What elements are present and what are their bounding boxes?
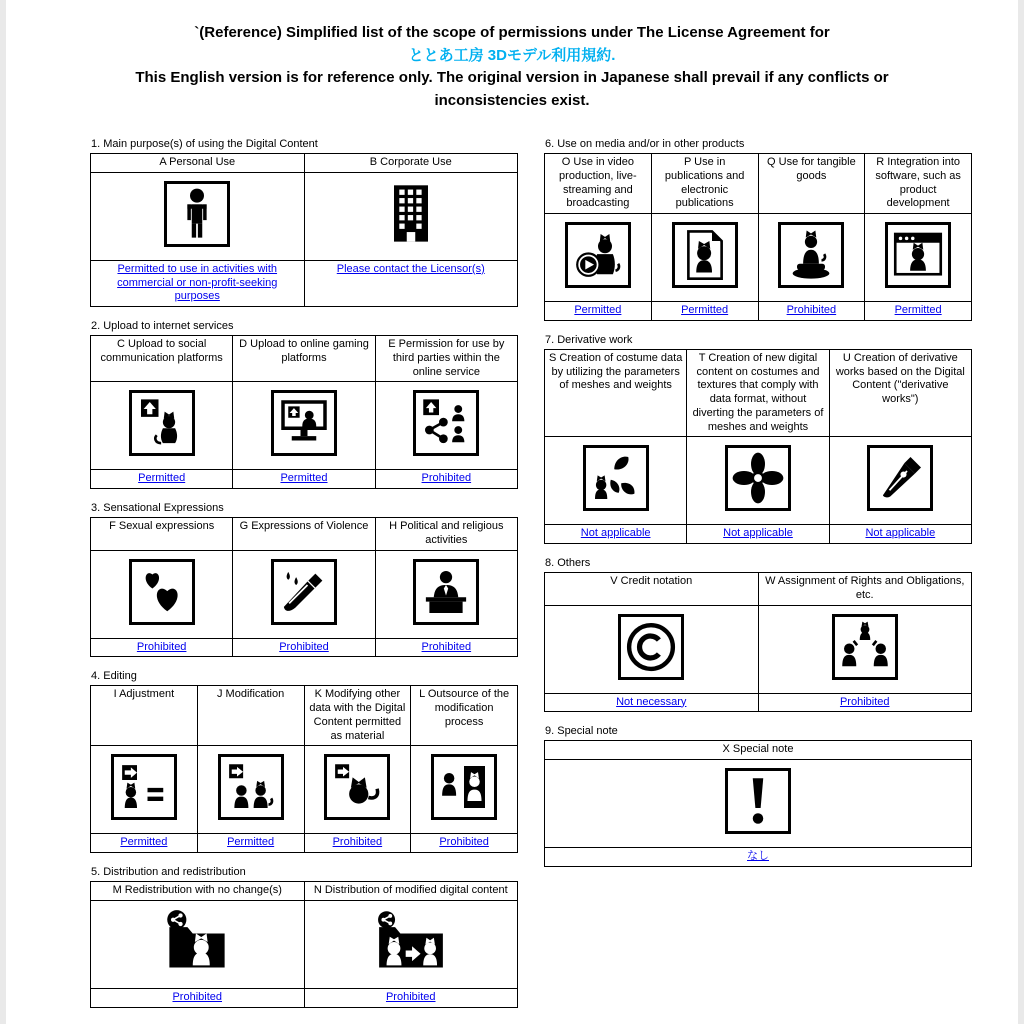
status-row — [91, 260, 518, 306]
distribution-table — [90, 881, 518, 1008]
cell-D-header: D Upload to online gaming platforms — [233, 336, 375, 382]
others-table — [544, 572, 972, 712]
cell-N-status-link[interactable]: Prohibited — [385, 990, 436, 1003]
cell-H-header: H Political and religious activities — [375, 518, 517, 551]
cell-F-icon-cell — [91, 550, 233, 638]
cell-U-header: U Creation of derivative works based on the Digital Content ("derivative works") — [829, 349, 971, 437]
cell-F-status-link[interactable]: Prohibited — [136, 640, 187, 653]
cell-K-status-link[interactable]: Prohibited — [332, 836, 383, 849]
cell-J-icon-cell — [197, 746, 304, 834]
cell-V-status-link[interactable]: Not necessary — [616, 695, 687, 708]
person-icon — [164, 181, 230, 247]
section-media-products — [544, 138, 972, 321]
cell-I-header: I Adjustment — [91, 686, 198, 746]
cell-A-status-link[interactable]: Permitted to use in activities with commercial or non-profit-seeking purposes — [117, 262, 278, 303]
cell-S-status — [545, 525, 687, 544]
upload-social-icon — [129, 390, 195, 456]
cell-P-status — [651, 302, 758, 321]
cell-N-status — [304, 988, 518, 1007]
header-row — [91, 336, 518, 382]
cell-X-status — [545, 848, 972, 867]
section-special-note — [544, 725, 972, 867]
figurine-icon — [778, 222, 844, 288]
cell-E-header: E Permission for use by third parties within the online service — [375, 336, 517, 382]
cell-E-status — [375, 470, 517, 489]
section-upload — [90, 320, 518, 489]
cell-O-header: O Use in video production, live-streaming and broadcasting — [545, 154, 652, 214]
icon-row — [91, 746, 518, 834]
cell-E-icon-cell — [375, 382, 517, 470]
cell-J-header: J Modification — [197, 686, 304, 746]
costume-new-icon — [725, 445, 791, 511]
cell-F-header: F Sexual expressions — [91, 518, 233, 551]
cell-A-icon-cell — [91, 172, 305, 260]
cell-C-status-link[interactable]: Permitted — [138, 472, 186, 485]
cell-B-header: B Corporate Use — [304, 154, 518, 173]
cell-V-header: V Credit notation — [545, 573, 759, 606]
assignment-icon — [832, 614, 898, 680]
cell-P-header: P Use in publications and electronic publications — [651, 154, 758, 214]
special-note-table — [544, 740, 972, 867]
section-title: 9. Special note — [545, 725, 618, 738]
section-title: 3. Sensational Expressions — [91, 502, 224, 514]
title-line-3: This English version is for reference only. The original version in Japanese shall prevail if any conflicts or inconsistencies exist. — [135, 69, 889, 109]
cell-M-header: M Redistribution with no change(s) — [91, 882, 305, 901]
modify-icon — [218, 754, 284, 820]
cell-J-status-link[interactable]: Permitted — [227, 836, 275, 849]
status-row — [545, 693, 972, 712]
header-row — [91, 686, 518, 746]
icon-row — [91, 382, 518, 470]
cell-D-status-link[interactable]: Permitted — [280, 472, 328, 485]
cell-H-status — [375, 638, 517, 657]
section-main-purpose — [90, 138, 518, 307]
cell-G-header: G Expressions of Violence — [233, 518, 375, 551]
cell-T-status — [687, 525, 829, 544]
section-title: 2. Upload to internet services — [91, 320, 234, 332]
software-icon — [885, 222, 951, 288]
cell-U-status-link[interactable]: Not applicable — [865, 527, 936, 540]
cell-W-icon-cell — [758, 605, 972, 693]
derivative-table — [544, 349, 972, 544]
cell-P-icon-cell — [651, 214, 758, 302]
cell-G-status-link[interactable]: Prohibited — [279, 640, 329, 653]
document-page — [6, 0, 1018, 1024]
status-row — [91, 834, 518, 853]
cell-O-status-link[interactable]: Permitted — [574, 304, 622, 316]
outsource-icon — [431, 754, 497, 820]
title-line-2-japanese: ととあ工房 3Dモデル利用規約. — [408, 46, 616, 64]
section-derivative — [544, 334, 972, 544]
pen-icon — [867, 445, 933, 511]
exclamation-icon — [725, 768, 791, 834]
icon-row — [545, 605, 972, 693]
cell-R-status-link[interactable]: Permitted — [894, 304, 942, 316]
upload-gaming-icon — [271, 390, 337, 456]
cell-T-header: T Creation of new digital content on costumes and textures that comply with data format, without diverting the parameters of meshes and weights — [687, 349, 829, 437]
section-others — [544, 557, 972, 712]
cell-W-header: W Assignment of Rights and Obligations, etc. — [758, 573, 972, 606]
header-row — [91, 518, 518, 551]
cell-S-status-link[interactable]: Not applicable — [580, 527, 651, 540]
cell-W-status — [758, 693, 972, 712]
cell-T-status-link[interactable]: Not applicable — [723, 527, 793, 540]
cell-L-status — [411, 834, 518, 853]
sensational-table — [90, 517, 518, 657]
cell-M-icon-cell — [91, 900, 305, 988]
section-distribution — [90, 866, 518, 1008]
section-editing — [90, 670, 518, 853]
section-title: 1. Main purpose(s) of using the Digital Content — [91, 138, 318, 150]
header-row — [91, 882, 518, 901]
cell-U-icon-cell — [829, 437, 971, 525]
video-icon — [565, 222, 631, 288]
icon-row — [91, 900, 518, 988]
cell-R-header: R Integration into software, such as product development — [865, 154, 972, 214]
cell-W-status-link[interactable]: Prohibited — [839, 695, 890, 708]
cell-O-status — [545, 302, 652, 321]
icon-row — [545, 437, 972, 525]
cell-R-icon-cell — [865, 214, 972, 302]
cell-L-header: L Outsource of the modification process — [411, 686, 518, 746]
icon-row — [91, 172, 518, 260]
cell-H-status-link[interactable]: Prohibited — [421, 640, 472, 653]
cell-T-icon-cell — [687, 437, 829, 525]
right-column — [544, 138, 972, 1021]
section-title: 5. Distribution and redistribution — [91, 866, 246, 878]
status-row — [91, 638, 518, 657]
left-column — [90, 138, 518, 1021]
copyright-icon — [618, 614, 684, 680]
adjust-icon — [111, 754, 177, 820]
cell-X-header: X Special note — [545, 741, 972, 760]
section-title: 8. Others — [545, 557, 591, 569]
main-purpose-table — [90, 153, 518, 307]
cell-Q-header: Q Use for tangible goods — [758, 154, 865, 214]
section-title: 6. Use on media and/or in other products — [545, 138, 745, 150]
icon-row — [545, 760, 972, 848]
section-sensational — [90, 502, 518, 657]
cell-U-status — [829, 525, 971, 544]
cell-K-icon-cell — [304, 746, 411, 834]
cell-P-status-link[interactable]: Permitted — [681, 304, 729, 316]
cell-C-status — [91, 470, 233, 489]
status-row — [91, 470, 518, 489]
cell-L-icon-cell — [411, 746, 518, 834]
status-row — [545, 525, 972, 544]
cell-S-header: S Creation of costume data by utilizing the parameters of meshes and weights — [545, 349, 687, 437]
document-title — [82, 22, 942, 112]
cell-D-icon-cell — [233, 382, 375, 470]
header-row — [545, 349, 972, 437]
icon-row — [545, 214, 972, 302]
folder-share-icon — [156, 908, 238, 976]
cell-L-status-link[interactable]: Prohibited — [439, 836, 489, 849]
status-row — [545, 302, 972, 321]
header-row — [545, 741, 972, 760]
cell-K-status — [304, 834, 411, 853]
cell-G-icon-cell — [233, 550, 375, 638]
cell-V-status — [545, 693, 759, 712]
header-row — [545, 573, 972, 606]
cell-G-status — [233, 638, 375, 657]
cell-I-status-link[interactable]: Permitted — [120, 836, 168, 849]
header-row — [545, 154, 972, 214]
cell-M-status — [91, 988, 305, 1007]
status-row — [545, 848, 972, 867]
podium-icon — [413, 559, 479, 625]
hearts-icon — [129, 559, 195, 625]
editing-table — [90, 685, 518, 853]
header-row — [91, 154, 518, 173]
status-row — [91, 988, 518, 1007]
cell-N-header: N Distribution of modified digital content — [304, 882, 518, 901]
cell-E-status-link[interactable]: Prohibited — [421, 472, 472, 485]
cell-A-header: A Personal Use — [91, 154, 305, 173]
folder-modified-icon — [370, 908, 452, 976]
cell-C-header: C Upload to social communication platforms — [91, 336, 233, 382]
building-icon — [370, 180, 452, 248]
cell-V-icon-cell — [545, 605, 759, 693]
cell-J-status — [197, 834, 304, 853]
cell-Q-status-link[interactable]: Prohibited — [786, 304, 837, 316]
upload-table — [90, 335, 518, 489]
cell-B-status-link[interactable]: Please contact the Licensor(s) — [336, 262, 485, 275]
cell-X-icon-cell — [545, 760, 972, 848]
section-title: 7. Derivative work — [545, 333, 633, 346]
cell-O-icon-cell — [545, 214, 652, 302]
section-title: 4. Editing — [91, 670, 137, 683]
cell-N-icon-cell — [304, 900, 518, 988]
upload-share-icon — [413, 390, 479, 456]
publication-icon — [672, 222, 738, 288]
cell-R-status — [865, 302, 972, 321]
cell-D-status — [233, 470, 375, 489]
cell-I-status — [91, 834, 198, 853]
modify-material-icon — [324, 754, 390, 820]
knife-icon — [271, 559, 337, 625]
cell-A-status — [91, 260, 305, 306]
cell-B-status — [304, 260, 518, 306]
cell-K-header: K Modifying other data with the Digital Content permitted as material — [304, 686, 411, 746]
cell-Q-icon-cell — [758, 214, 865, 302]
title-line-1: `(Reference) Simplified list of the scope of permissions under The License Agreement for — [194, 24, 830, 41]
content-columns — [6, 138, 1018, 1021]
cell-C-icon-cell — [91, 382, 233, 470]
cell-X-status-link[interactable]: なし — [747, 850, 769, 862]
cell-Q-status — [758, 302, 865, 321]
cell-S-icon-cell — [545, 437, 687, 525]
cell-F-status — [91, 638, 233, 657]
icon-row — [91, 550, 518, 638]
media-products-table — [544, 153, 972, 321]
costume-params-icon — [583, 445, 649, 511]
cell-H-icon-cell — [375, 550, 517, 638]
cell-I-icon-cell — [91, 746, 198, 834]
cell-B-icon-cell — [304, 172, 518, 260]
cell-M-status-link[interactable]: Prohibited — [172, 990, 223, 1003]
